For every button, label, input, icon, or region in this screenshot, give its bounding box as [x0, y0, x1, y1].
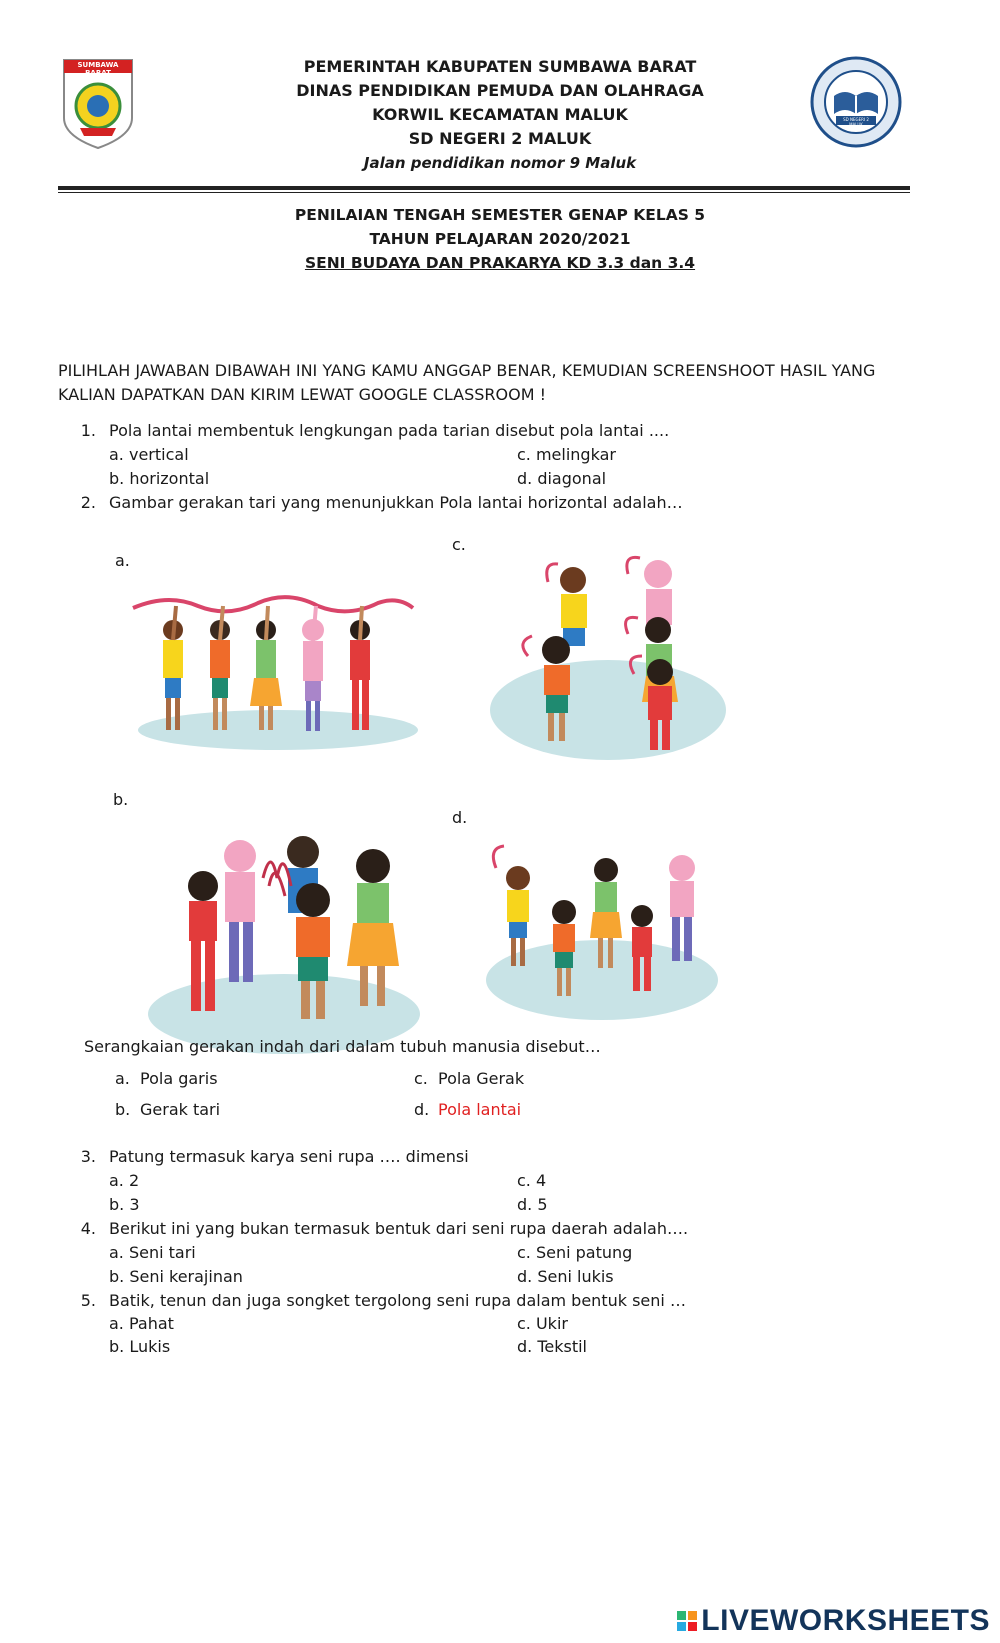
q3-option-c[interactable]: c. 4 [517, 1171, 547, 1190]
header-line-4: SD NEGERI 2 MALUK [408, 129, 592, 148]
q5-option-b[interactable]: b. Lukis [109, 1337, 171, 1356]
liveworksheets-logo-icon [677, 1611, 697, 1631]
header-line-1: PEMERINTAH KABUPATEN SUMBAWA BARAT [303, 57, 697, 76]
dance-image-a[interactable] [128, 588, 418, 758]
dance-image-b[interactable] [145, 826, 423, 1058]
q-extra-option-c-letter: c. [414, 1069, 428, 1088]
q-extra-option-d-letter: d. [414, 1100, 430, 1119]
q1-number: 1. [80, 421, 96, 440]
header-rule-thick [58, 186, 910, 190]
q4-text: Berikut ini yang bukan termasuk bentuk dari seni rupa daerah adalah…. [109, 1219, 689, 1238]
right-logo [810, 56, 902, 148]
q5-option-c[interactable]: c. Ukir [517, 1314, 568, 1333]
q-extra-option-b[interactable]: Gerak tari [140, 1100, 221, 1119]
q4-option-d[interactable]: d. Seni lukis [517, 1267, 614, 1286]
q3-option-a[interactable]: a. 2 [109, 1171, 140, 1190]
q5-text: Batik, tenun dan juga songket tergolong seni rupa dalam bentuk seni … [109, 1291, 686, 1310]
q5-option-a[interactable]: a. Pahat [109, 1314, 174, 1333]
liveworksheets-brand[interactable] [677, 1604, 990, 1638]
q4-option-a[interactable]: a. Seni tari [109, 1243, 196, 1262]
header-rule-thin [58, 192, 910, 193]
q2-label-d[interactable]: d. [452, 808, 468, 827]
q4-option-c[interactable]: c. Seni patung [517, 1243, 633, 1262]
q3-text: Patung termasuk karya seni rupa …. dimensi [109, 1147, 469, 1166]
q-extra-option-a-letter: a. [115, 1069, 130, 1088]
title-line-2: TAHUN PELAJARAN 2020/2021 [369, 230, 631, 248]
header-line-2: DINAS PENDIDIKAN PEMUDA DAN OLAHRAGA [296, 81, 704, 100]
dance-image-d[interactable] [482, 838, 722, 1024]
q-extra-option-b-letter: b. [115, 1100, 131, 1119]
q4-option-b[interactable]: b. Seni kerajinan [109, 1267, 243, 1286]
q2-label-b[interactable]: b. [113, 790, 129, 809]
q3-option-b[interactable]: b. 3 [109, 1195, 140, 1214]
instructions-line-1: PILIHLAH JAWABAN DIBAWAH INI YANG KAMU ANGGAP BENAR, KEMUDIAN SCREENSHOOT HASIL YANG [58, 361, 876, 380]
q4-number: 4. [80, 1219, 96, 1238]
q2-text: Gambar gerakan tari yang menunjukkan Pola lantai horizontal adalah… [109, 493, 683, 512]
q1-text: Pola lantai membentuk lengkungan pada tarian disebut pola lantai .... [109, 421, 670, 440]
title-line-3 [0, 254, 1000, 272]
q1-option-b[interactable]: b. horizontal [109, 469, 210, 488]
header-line-3: KORWIL KECAMATAN MALUK [372, 105, 628, 124]
dance-image-c[interactable] [488, 552, 728, 766]
header-address: Jalan pendidikan nomor 9 Maluk [363, 154, 637, 172]
liveworksheets-brand-text: LIVEWORKSHEETS [701, 1604, 990, 1637]
title-line-1: PENILAIAN TENGAH SEMESTER GENAP KELAS 5 [294, 206, 706, 224]
q-extra-option-c[interactable]: Pola Gerak [438, 1069, 525, 1088]
left-logo-label: SUMBAWA BARAT [77, 61, 119, 77]
q3-number: 3. [80, 1147, 96, 1166]
q1-option-d[interactable]: d. diagonal [517, 469, 607, 488]
q1-option-c[interactable]: c. melingkar [517, 445, 616, 464]
right-logo-text: SD NEGERI 2 MALUK [843, 117, 869, 127]
q5-number: 5. [80, 1291, 96, 1310]
q-extra-text: Serangkaian gerakan indah dari dalam tubuh manusia disebut… [84, 1037, 601, 1056]
q3-option-d[interactable]: d. 5 [517, 1195, 548, 1214]
q5-option-d[interactable]: d. Tekstil [517, 1337, 587, 1356]
title-subject: SENI BUDAYA DAN PRAKARYA KD 3.3 dan 3.4 [304, 254, 696, 272]
instructions-line-2: KALIAN DAPATKAN DAN KIRIM LEWAT GOOGLE CLASSROOM ! [58, 385, 547, 404]
q1-option-a[interactable]: a. vertical [109, 445, 189, 464]
q2-number: 2. [80, 493, 96, 512]
q-extra-option-a[interactable]: Pola garis [140, 1069, 218, 1088]
q2-label-c[interactable]: c. [452, 535, 466, 554]
q-extra-option-d[interactable]: Pola lantai [438, 1100, 522, 1119]
q2-label-a[interactable]: a. [115, 551, 130, 570]
